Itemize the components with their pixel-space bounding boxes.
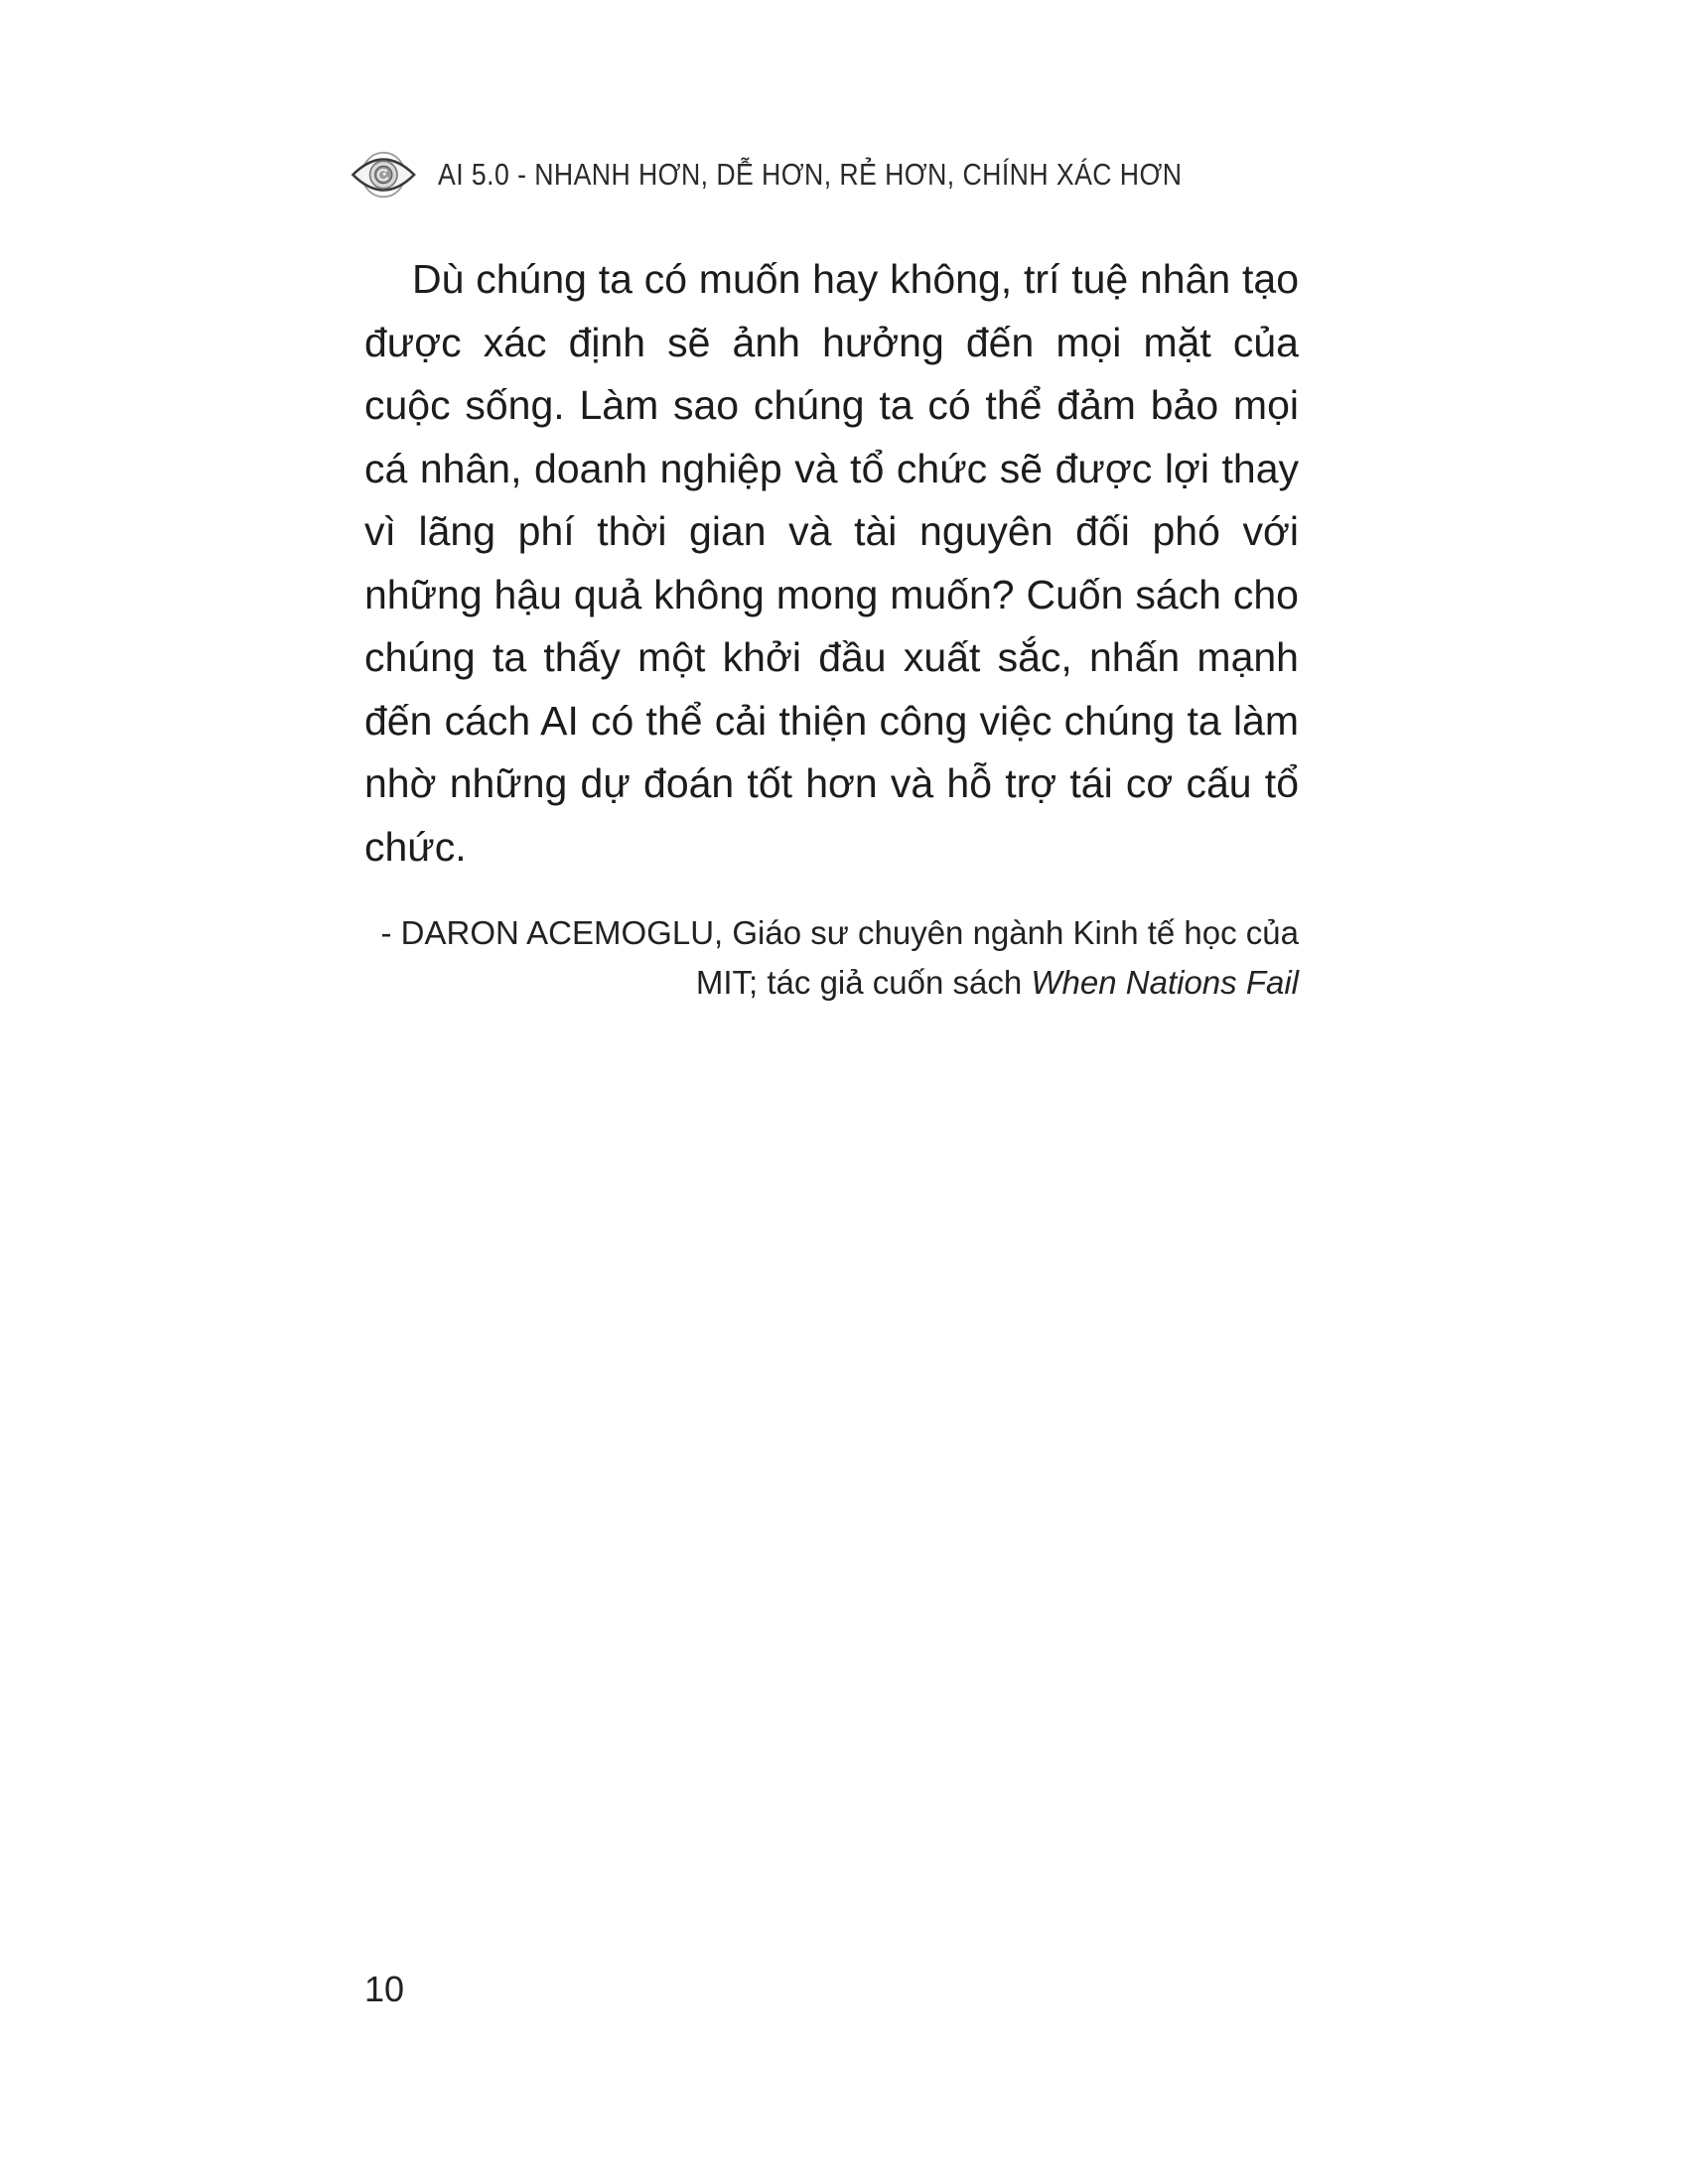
attribution-author-text: - DARON ACEMOGLU, Giáo sư chuyên ngành Kinh tế học của MIT; tác giả cuốn sách xyxy=(380,914,1299,1001)
quote-paragraph: Dù chúng ta có muốn hay không, trí tuệ nhân tạo được xác định sẽ ảnh hưởng đến mọi mặt của cuộc sống. Làm sao chúng ta có thể đảm bảo mọi cá nhân, doanh nghiệp và tổ chức sẽ được lợi thay vì lãng phí thời gian và tài nguyên đối phó với những hậu quả không mong muốn? Cuốn sách cho chúng ta thấy một khởi đầu xuất sắc, nhấn mạnh đến cách AI có thể cải thiện công việc chúng ta làm nhờ những dự đoán tốt hơn và hỗ trợ tái cơ cấu tổ chức. xyxy=(364,256,1299,870)
eye-icon xyxy=(350,145,418,205)
quote-attribution xyxy=(377,908,1299,1008)
page-number: 10 xyxy=(364,1969,405,2009)
running-header-title: AI 5.0 - NHANH HƠN, DỄ HƠN, RẺ HƠN, CHÍNH XÁC HƠN xyxy=(437,157,1182,192)
attribution-book-title: When Nations Fail xyxy=(1031,964,1299,1001)
running-header xyxy=(350,145,1303,205)
